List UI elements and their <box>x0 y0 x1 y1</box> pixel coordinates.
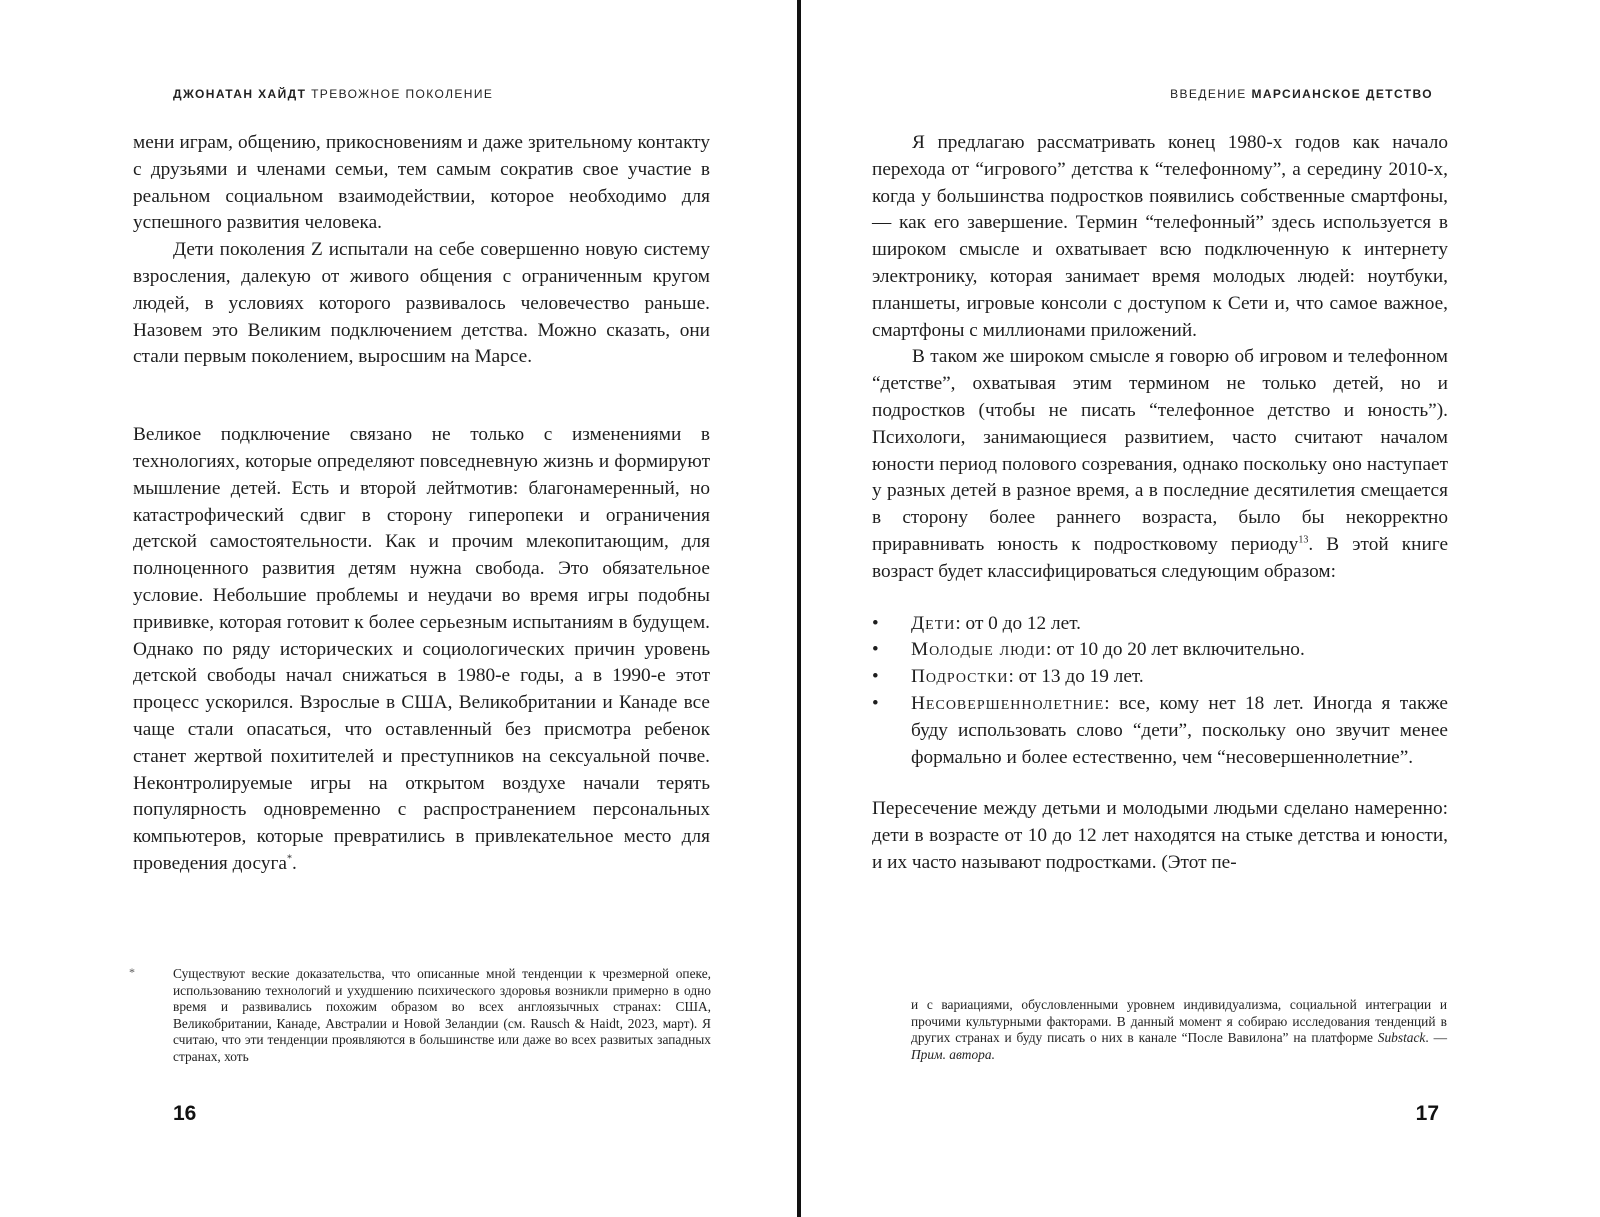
paragraph: Дети поколения Z испытали на себе совершенно новую систему взросления, далекую от живого общения с ограниченным кругом людей, в условиях которого развивалось человечество раньше. Назовем это Великим подключением детства. Можно сказать, они стали первым поколением, выросшим на Марсе. <box>133 239 710 368</box>
term: Подростки <box>911 666 1009 688</box>
running-header-right <box>1170 87 1433 101</box>
platform-name: Substack <box>1377 1030 1426 1046</box>
footnote-text: Существуют веские доказательства, что описанные мной тенденции к чрезмерной опеке, использованию технологий и ухудшению психического здоровья возникли примерно в одно время и развивались похожим образом во всех англоязычных странах: США, Великобритании, Канаде, Австралии и Новой Зеландии (см. Rausch & Haidt, 2023, март). Я считаю, что эти тенденции проявляются в большинстве или даже во всех развитых западных странах, хоть <box>173 966 711 1064</box>
header-book-title: ТРЕВОЖНОЕ ПОКОЛЕНИЕ <box>311 87 494 101</box>
paragraph: Пересечение между детьми и молодыми людьми сделано намеренно: дети в возрасте от 10 до 12 лет находятся на стыке детства и юности, и их часто называют подростками. (Этот пе- <box>872 798 1448 873</box>
author-note: Прим. автора. <box>911 1046 995 1062</box>
left-body-text <box>133 130 710 878</box>
right-page <box>801 0 1600 1217</box>
left-page <box>0 0 797 1217</box>
bullet-icon: • <box>872 612 879 634</box>
footnote-reference: * <box>286 853 292 865</box>
paragraph: Я предлагаю рассматривать конец 1980-х годов как начало перехода от “игрового” детства к “телефонному”, а середину 2010-х, когда у большинства подростков появились собственные смартфоны, — как его завершение. Термин “телефонный” здесь используется в широком смысле и охватывает всю подключенную к интернету электронику, которая занимает время молодых людей: ноутбуки, планшеты, игровые консоли с доступом к Сети и, что самое важное, смартфоны с миллионами приложений. <box>872 132 1448 341</box>
header-section: ВВЕДЕНИЕ <box>1170 87 1247 101</box>
list-item: • Дети: от 0 до 12 лет. <box>872 611 1448 638</box>
header-chapter-title: МАРСИАНСКОЕ ДЕТСТВО <box>1251 87 1433 101</box>
footnote-left <box>129 965 711 1066</box>
term: Дети <box>911 612 956 634</box>
paragraph: Великое подключение связано не только с изменениями в технологиях, которые определяют повседневную жизнь и формируют мышление детей. Есть и второй лейтмотив: благонамеренный, но катастрофический сдвиг в сторону гиперопеки и ограничения детской самостоятельности. Как и прочим млекопитающим, для полноценного развития детям нужна свобода. Это обязательное условие. Небольшие проблемы и неудачи во время игры подобны прививке, которая готовит к более серьезным испытаниям в будущем. Однако по ряду исторических и социологических причин уровень детской свободы начал снижаться в 1980-е годы, а в 1990-е этот процесс ускорился. Взрослые в США, Великобритании и Канаде все чаще стали опасаться, что оставленный без присмотра ребенок станет жертвой похитителей и преступников на сексуальной почве. Неконтролируемые игры на открытом воздухе начали терять популярность одновременно с распространением персональных компьютеров, которые превратились в привлекательное место для проведения досуга*. <box>133 424 710 874</box>
age-definitions-list <box>872 611 1448 772</box>
bullet-icon: • <box>872 666 879 688</box>
page-number: 16 <box>173 1102 197 1125</box>
paragraph: мени играм, общению, прикосновениям и даже зрительному контакту с друзьями и членами семьи, тем самым сократив свое участие в реальном социальном взаимодействии, которое необходимо для успешного развития человека. <box>133 132 710 234</box>
list-item: • Молодые люди: от 10 до 20 лет включительно. <box>872 637 1448 664</box>
list-item: • Подростки: от 13 до 19 лет. <box>872 664 1448 691</box>
term: Молодые люди <box>911 639 1047 661</box>
endnote-reference: 13 <box>1298 534 1309 546</box>
footnote-right: и с вариациями, обусловленными уровнем индивидуализма, социальной интеграции и прочими культурными факторами. В данный момент я собираю исследования тенденций в других странах и буду писать о них в канале “После Вавилона” на платформе Substack. — Прим. автора. <box>911 997 1447 1062</box>
bullet-icon: • <box>872 692 879 714</box>
paragraph: В таком же широком смысле я говорю об игровом и телефонном “детстве”, охватывая этим термином не только детей, но и подростков (чтобы не писать “телефонное детство и юность”). Психологи, занимающиеся развитием, часто считают началом юности период полового созревания, однако поскольку оно наступает у разных детей в разное время, а в последние десятилетия смещается в сторону более раннего возраста, было бы некорректно приравнивать юность к подростковому периоду$^{13}$. В этой книге возраст будет классифицироваться следующим образом: <box>872 346 1449 582</box>
right-body-text <box>872 130 1448 877</box>
term: Несовершеннолетние <box>911 692 1105 714</box>
footnote-mark: * <box>129 965 135 979</box>
page-number: 17 <box>1415 1102 1439 1125</box>
header-author: ДЖОНАТАН ХАЙДТ <box>173 87 307 101</box>
bullet-icon: • <box>872 639 879 661</box>
running-header-left <box>173 87 493 101</box>
list-item: • Несовершеннолетние: все, кому нет 18 лет. Иногда я также буду использовать слово “дети”, поскольку оно звучит менее формально и более естественно, чем “несовершеннолетние”. <box>872 692 1448 768</box>
